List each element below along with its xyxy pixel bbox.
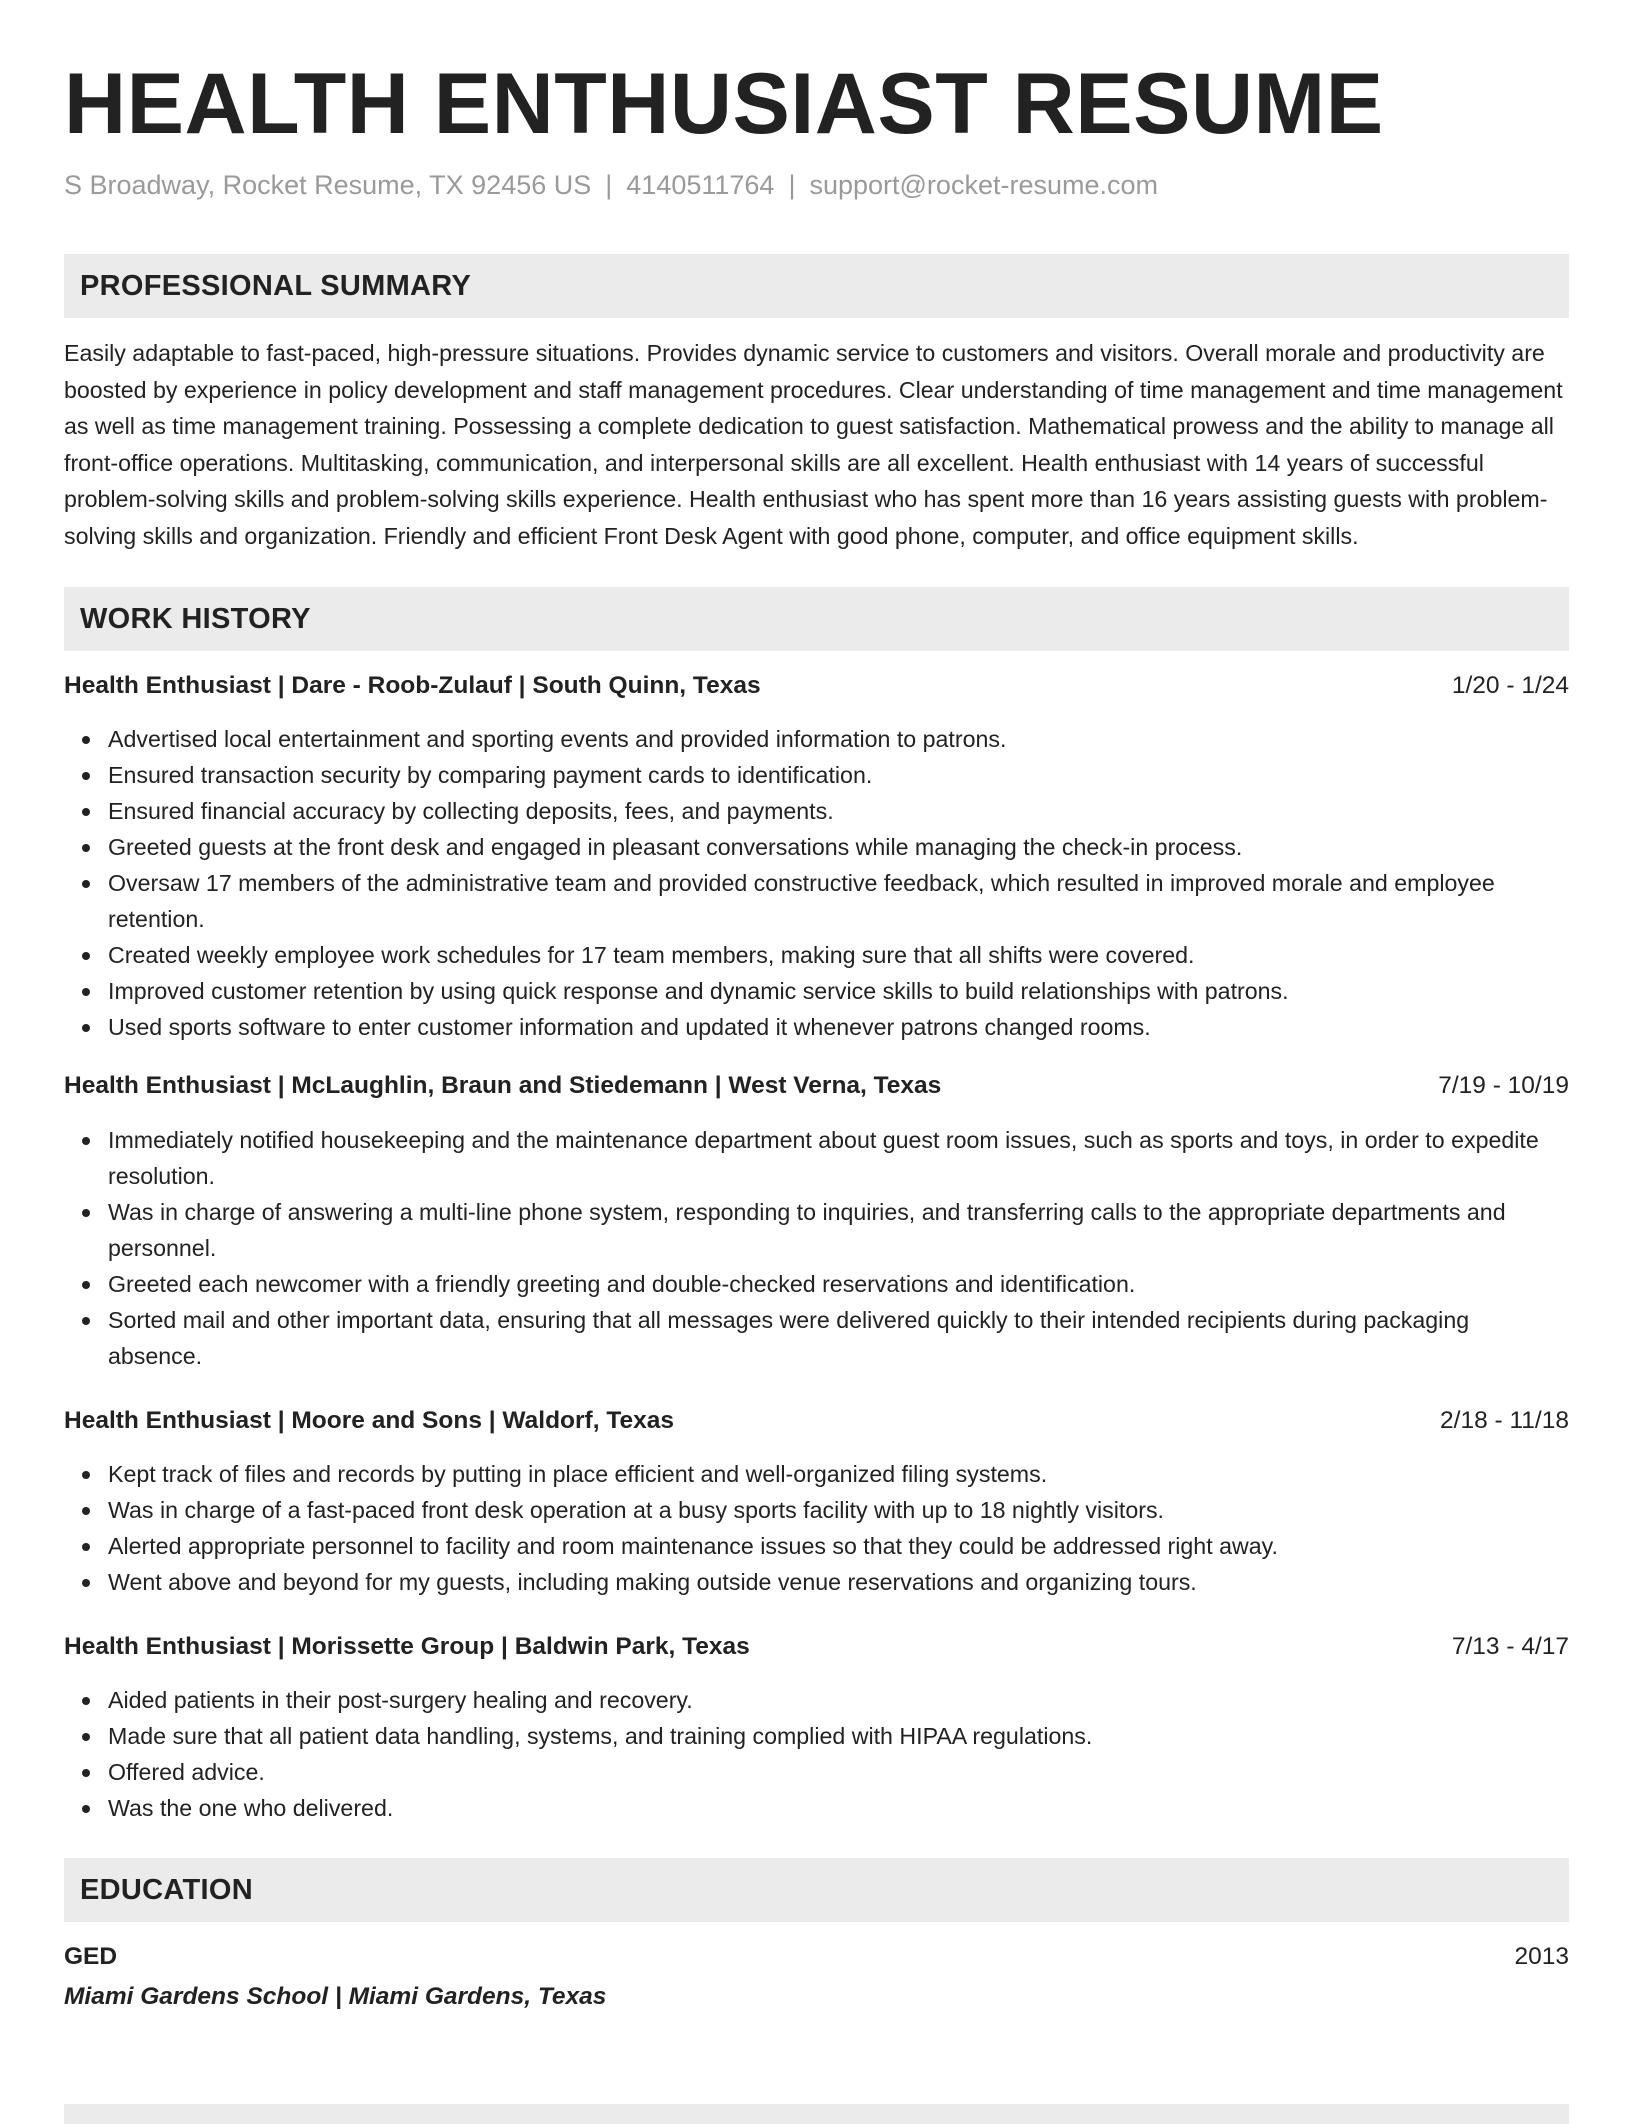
education-year: 2013: [1514, 1943, 1569, 1970]
bullet-item: Immediately notified housekeeping and the maintenance department about guest room issues, such as sports and toys, in order to expedite resolution.: [64, 1122, 1569, 1194]
bullet-item: Used sports software to enter customer information and updated it whenever patrons changed rooms.: [64, 1009, 1569, 1045]
job-dates: 7/19 - 10/19: [1438, 1072, 1569, 1099]
job-bullets: [64, 1122, 1569, 1374]
bullet-item: Greeted guests at the front desk and engaged in pleasant conversations while managing the check-in process.: [64, 829, 1569, 865]
job-header: [64, 1630, 1569, 1664]
job-dates: 2/18 - 11/18: [1440, 1407, 1569, 1434]
bullet-item: Sorted mail and other important data, ensuring that all messages were delivered quickly to their intended recipients during packaging absence.: [64, 1302, 1569, 1374]
bullet-item: Greeted each newcomer with a friendly greeting and double-checked reservations and identification.: [64, 1266, 1569, 1302]
bullet-item: Kept track of files and records by putting in place efficient and well-organized filing systems.: [64, 1456, 1569, 1492]
bullet-item: Ensured financial accuracy by collecting deposits, fees, and payments.: [64, 793, 1569, 829]
bullet-item: Was the one who delivered.: [64, 1790, 1569, 1826]
bullet-item: Oversaw 17 members of the administrative team and provided constructive feedback, which resulted in improved morale and employee retention.: [64, 865, 1569, 937]
bullet-item: Went above and beyond for my guests, including making outside venue reservations and organizing tours.: [64, 1564, 1569, 1600]
job-bullets: [64, 1456, 1569, 1600]
section-heading-work-history: WORK HISTORY: [64, 587, 1569, 651]
bullet-item: Ensured transaction security by comparing payment cards to identification.: [64, 757, 1569, 793]
job-title: Health Enthusiast | Moore and Sons | Waldorf, Texas: [64, 1407, 674, 1434]
bullet-item: Was in charge of answering a multi-line phone system, responding to inquiries, and transferring calls to the appropriate departments and personnel.: [64, 1194, 1569, 1266]
bullet-item: Created weekly employee work schedules for 17 team members, making sure that all shifts were covered.: [64, 937, 1569, 973]
resume-page: [64, 0, 1569, 2014]
job-title: Health Enthusiast | Dare - Roob-Zulauf | South Quinn, Texas: [64, 672, 761, 699]
bullet-item: Was in charge of a fast-paced front desk operation at a busy sports facility with up to 18 nightly visitors.: [64, 1492, 1569, 1528]
bullet-item: Aided patients in their post-surgery healing and recovery.: [64, 1682, 1569, 1718]
job-header: [64, 1069, 1569, 1103]
job-entry: [64, 1630, 1569, 1826]
resume-title: HEALTH ENTHUSIAST RESUME: [64, 56, 1384, 152]
job-title: Health Enthusiast | McLaughlin, Braun and Stiedemann | West Verna, Texas: [64, 1072, 942, 1099]
summary-text: Easily adaptable to fast-paced, high-pressure situations. Provides dynamic service to customers and visitors. Overall morale and productivity are boosted by experience in policy development and staff management procedures. Clear understanding of time management and time management as well as time management training. Possessing a complete dedication to guest satisfaction. Mathematical prowess and the ability to manage all front-office operations. Multitasking, communication, and interpersonal skills are all excellent. Health enthusiast with 14 years of successful problem-solving skills and problem-solving skills experience. Health enthusiast who has spent more than 16 years assisting guests with problem-solving skills and organization. Friendly and efficient Front Desk Agent with good phone, computer, and office equipment skills.: [64, 340, 1563, 549]
job-header: [64, 669, 1569, 703]
address: S Broadway, Rocket Resume, TX 92456 US: [64, 170, 592, 200]
email-link[interactable]: support@rocket-resume.com: [809, 170, 1158, 200]
separator: |: [788, 170, 796, 200]
education-school: Miami Gardens School | Miami Gardens, Texas: [64, 1983, 607, 2010]
contact-line: [64, 168, 1569, 202]
bullet-item: Offered advice.: [64, 1754, 1569, 1790]
phone-number[interactable]: 4140511764: [626, 170, 775, 200]
education-entry: [64, 1940, 1569, 1974]
job-header: [64, 1404, 1569, 1438]
job-title: Health Enthusiast | Morissette Group | Baldwin Park, Texas: [64, 1633, 750, 1660]
separator: |: [605, 170, 613, 200]
bullet-item: Improved customer retention by using quick response and dynamic service skills to build relationships with patrons.: [64, 973, 1569, 1009]
job-bullets: [64, 721, 1569, 1045]
bullet-item: Alerted appropriate personnel to facility and room maintenance issues so that they could be addressed right away.: [64, 1528, 1569, 1564]
bullet-item: Advertised local entertainment and sporting events and provided information to patrons.: [64, 721, 1569, 757]
job-entry: [64, 1404, 1569, 1600]
section-heading-summary: PROFESSIONAL SUMMARY: [64, 254, 1569, 318]
next-section-heading-band: [64, 2104, 1569, 2124]
job-bullets: [64, 1682, 1569, 1826]
job-dates: 7/13 - 4/17: [1451, 1633, 1569, 1660]
section-heading-education: EDUCATION: [64, 1858, 1569, 1922]
job-entry: [64, 1069, 1569, 1374]
bullet-item: Made sure that all patient data handling, systems, and training complied with HIPAA regulations.: [64, 1718, 1569, 1754]
job-entry: [64, 669, 1569, 1045]
job-dates: 1/20 - 1/24: [1451, 672, 1569, 699]
education-degree: GED: [64, 1943, 118, 1970]
